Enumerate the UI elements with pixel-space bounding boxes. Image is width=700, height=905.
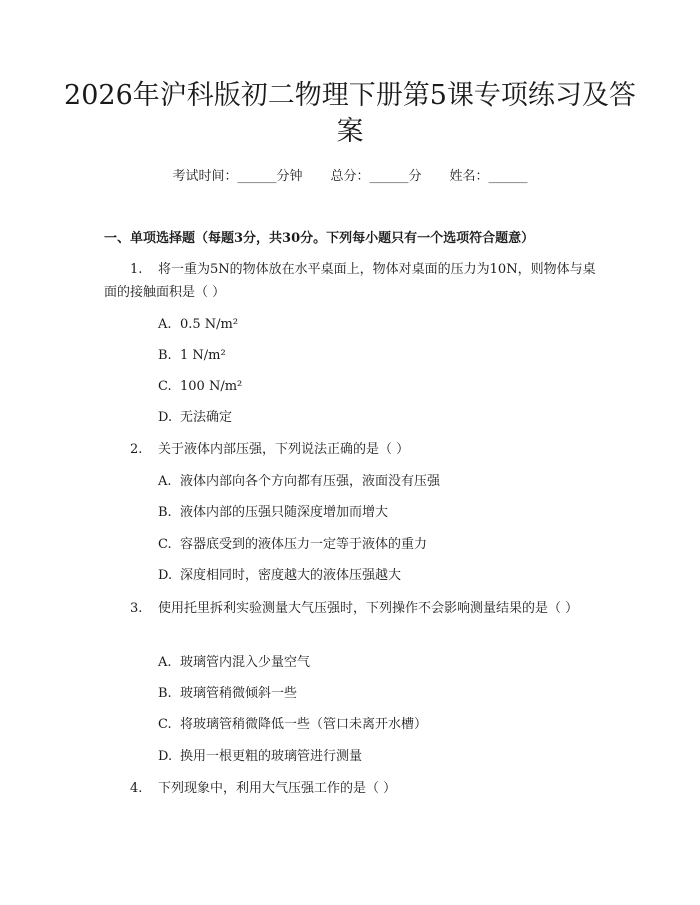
option-3b (158, 685, 297, 703)
option-1b (158, 347, 226, 365)
option-label: A. (158, 655, 172, 670)
option-3d (158, 748, 362, 766)
option-text: 容器底受到的液体压力一定等于液体的重力 (180, 537, 428, 552)
option-3c (158, 716, 427, 734)
question-2 (104, 438, 604, 461)
question-number: 3. (130, 601, 143, 616)
option-text: 液体内部的压强只随深度增加而增大 (180, 505, 389, 520)
question-text: 使用托里拆利实验测量大气压强时，下列操作不会影响测量结果的是（ ） (158, 601, 579, 616)
option-text: 将玻璃管稍微降低一些（管口未离开水槽） (180, 717, 428, 732)
option-label: A. (158, 474, 172, 489)
option-2c (158, 536, 427, 554)
option-text: 深度相同时，密度越大的液体压强越大 (180, 568, 402, 583)
option-text: 液体内部向各个方向都有压强，液面没有压强 (180, 474, 441, 489)
option-3a (158, 654, 310, 672)
option-label: A. (158, 317, 172, 332)
exam-time-label: 考试时间：______分钟 (172, 169, 303, 184)
option-2b (158, 504, 388, 522)
total-score-label: 总分：______分 (330, 169, 422, 184)
question-text: 将一重为5N的物体放在水平桌面上，物体对桌面的压力为10N，则物体与桌面的接触面积是（ ） (104, 262, 596, 300)
option-label: C. (158, 717, 172, 732)
option-label: B. (158, 686, 172, 701)
option-text: 100 N/m² (180, 379, 243, 394)
option-1d (158, 409, 232, 427)
option-2a (158, 473, 440, 491)
page-title: 2026年沪科版初二物理下册第5课专项练习及答案 (64, 80, 636, 147)
option-2d (158, 567, 401, 585)
student-name-label: 姓名：______ (449, 169, 528, 184)
option-label: C. (158, 537, 172, 552)
option-text: 玻璃管稍微倾斜一些 (180, 686, 298, 701)
option-text: 无法确定 (180, 410, 233, 425)
option-1a (158, 316, 238, 334)
section-heading: 一、单项选择题（每题3分，共30分。下列每小题只有一个选项符合题意） (104, 231, 535, 246)
option-label: D. (158, 749, 173, 764)
question-4 (104, 777, 604, 800)
option-label: D. (158, 568, 173, 583)
question-1 (104, 258, 604, 304)
question-number: 2. (130, 442, 143, 457)
exam-meta (0, 168, 700, 186)
option-1c (158, 378, 242, 396)
option-label: C. (158, 379, 172, 394)
option-text: 玻璃管内混入少量空气 (180, 655, 311, 670)
question-text: 下列现象中，利用大气压强工作的是（ ） (158, 781, 397, 796)
option-label: B. (158, 348, 172, 363)
question-3 (104, 597, 604, 620)
option-label: D. (158, 410, 173, 425)
option-text: 换用一根更粗的玻璃管进行测量 (180, 749, 363, 764)
option-label: B. (158, 505, 172, 520)
question-number: 1. (130, 262, 143, 277)
option-text: 0.5 N/m² (180, 317, 239, 332)
question-number: 4. (130, 781, 143, 796)
option-text: 1 N/m² (180, 348, 226, 363)
question-text: 关于液体内部压强，下列说法正确的是（ ） (158, 442, 410, 457)
